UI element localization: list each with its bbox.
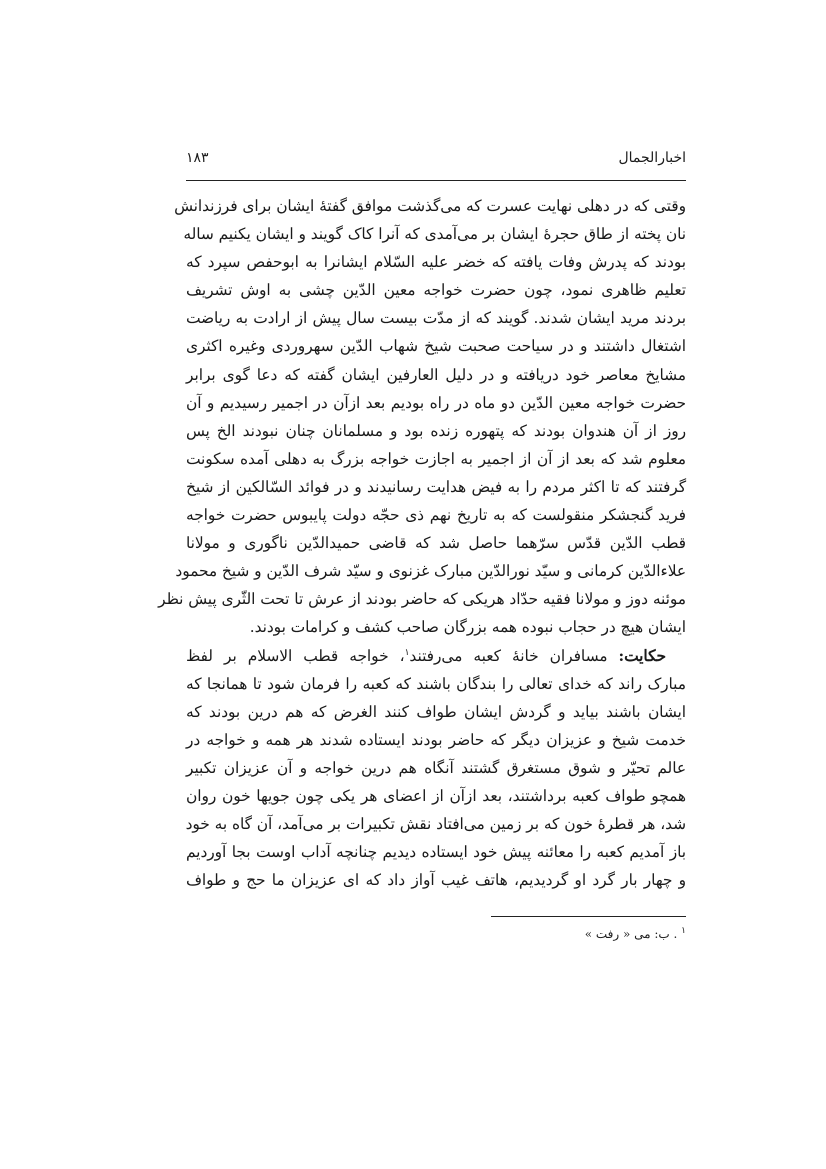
text-line: قطب الدّین قدّس سرّهما حاصل شد که قاضی حمیدالدّین ناگوری و مولانا [186, 534, 686, 553]
page-number: ۱۸۳ [186, 150, 209, 166]
page-header [186, 150, 686, 174]
header-rule [186, 180, 686, 181]
text-line: و چهار بار گرد او گردیدیم، هاتف غیب آواز داد که ای عزیزان ما حج و طواف [186, 871, 686, 890]
text-line: مشایخ معاصر خود دریافته و در دلیل العارفین ایشان گفته که دعا گوی برابر [186, 365, 686, 384]
footnote [186, 925, 686, 943]
text-line: همچو طواف کعبه برداشتند، بعد ازآن از اعضای هر یکی چون جویها خون روان [186, 786, 686, 805]
text-line: مبارک راند که خدای تعالی را بندگان باشند که کعبه را فرمان شود تا همانجا که [186, 674, 686, 693]
footnote-rule [491, 916, 686, 917]
text-line: شد، هر قطرهٔ خون که بر زمین می‌افتاد نقش تکبیرات بر می‌آمد، آن گاه به خود [185, 815, 686, 834]
text-line: نان پخته از طاق حجرهٔ ایشان بر می‌آمدی که آنرا کاک گویند و ایشان یکنیم ساله [183, 225, 686, 244]
text-line: باز آمدیم کعبه را معائنه پیش خود ایستاده دیدیم چنانچه آداب اوست بجا آوردیم [186, 843, 686, 862]
text-line: فرید گنجشکر منقولست که به تاریخ نهم ذی حجّه دولت پایبوس حضرت خواجه [186, 506, 686, 525]
anecdote-label: حکایت: [618, 646, 666, 665]
text-line: موئنه دوز و مولانا فقیه حدّاد هریکی که حاضر بودند از عرش تا تحت الثّری پیش نظر [158, 590, 686, 609]
paragraph-text: مسافران خانهٔ کعبه می‌رفتند [409, 646, 619, 665]
running-title: اخبارالجمال [618, 150, 686, 166]
body-text [158, 192, 686, 894]
footnote-marker: ۱ [681, 926, 686, 937]
book-page [158, 150, 686, 943]
footnote-reference: ۱ [404, 647, 410, 658]
text-line: گرفتند که تا اکثر مردم را به فیض هدایت رسانیدند و در فوائد السّالکین از شیخ [186, 477, 686, 496]
text-line: خدمت شیخ و عزیزان دیگر که حاضر بودند ایستاده شدند هر همه و خواجه در [186, 730, 686, 749]
text-line: تعلیم ظاهری نمود، چون حضرت خواجه معین الدّین چشی به اوش تشریف [186, 281, 686, 300]
text-line: عالم تحیّر و شوق مستغرق گشتند آنگاه هم درین خواجه و آن عزیزان تکبیر [186, 758, 686, 777]
text-line: روز از آن هندوان بودند که پتهوره زنده بود و مسلمانان چنان نبودند الخ پس [186, 421, 686, 440]
text-line: اشتغال داشتند و در سیاحت صحبت شیخ شهاب الدّین سهروردی وغیره اکثری [186, 337, 686, 356]
text-line: ایشان باشند بیاید و گردش ایشان طواف کنند الغرض که هم درین بودند که [186, 702, 686, 721]
text-line: معلوم شد که بعد از آن از اجمیر به اجازت خواجه بزرگ به دهلی آمده سکونت [186, 449, 686, 468]
text-line: بردند مرید ایشان شدند. گویند که از مدّت بیست سال پیش از ارادت به ریاضت [186, 309, 686, 328]
paragraph-text: ، خواجه قطب الاسلام بر لفظ [186, 646, 405, 665]
text-line-paragraph-end: ایشان هیچ در حجاب نبوده همه بزرگان صاحب کشف و کرامات بودند. [249, 618, 686, 637]
footnote-text: . ب: می « رفت » [584, 927, 682, 942]
text-line: وقتی که در دهلی نهایت عسرت که می‌گذشت موافق گفتهٔ ایشان برای فرزندانش [174, 197, 686, 215]
text-line: علاءالدّین کرمانی و سیّد نورالدّین مبارک غزنوی و سیّد شرف الدّین و شیخ محمود [175, 562, 686, 581]
text-line: حضرت خواجه معین الدّین دو ماه در راه بودیم بعد ازآن در اجمیر رسیدیم و آن [186, 393, 686, 412]
paragraph-start-line [186, 642, 686, 670]
text-line: بودند که پدرش وفات یافته که خضر علیه السّلام ایشانرا به ابوحفص سپرد که [186, 253, 686, 272]
